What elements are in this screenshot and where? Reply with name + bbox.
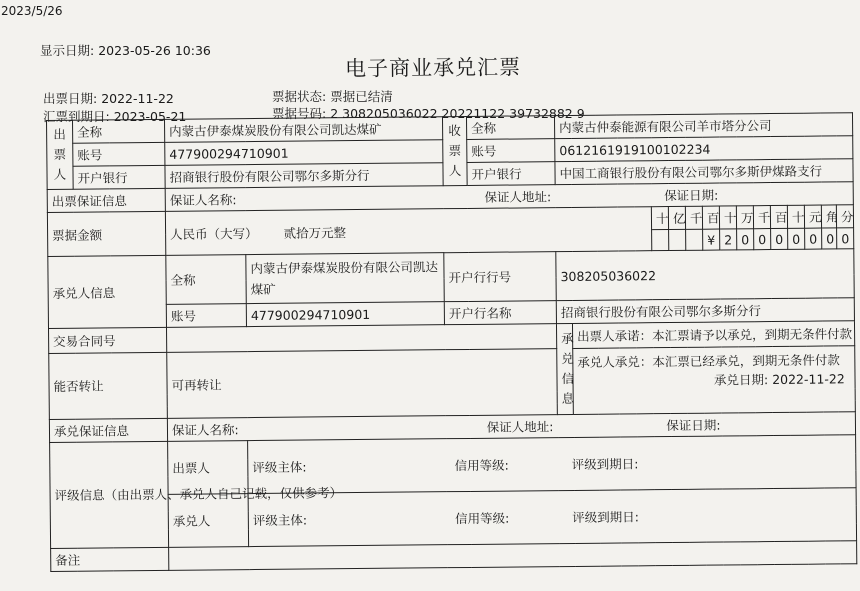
amount-digit: ¥	[703, 229, 720, 250]
amount-label: 票据金额	[47, 211, 165, 256]
amount-digit: 0	[805, 228, 822, 249]
unit-header: 十	[719, 206, 736, 229]
payee-section-label: 收 票 人	[443, 116, 468, 185]
due-date-value: 2023-05-21	[113, 109, 187, 124]
contract-value	[167, 324, 557, 352]
accept-guarantee-addr-label: 保证人地址:	[486, 419, 554, 436]
amount-digit: 0	[737, 229, 754, 250]
amount-digit: 0	[771, 229, 788, 250]
accept-date-value: 2022-11-22	[772, 370, 845, 387]
display-date-value: 2023-05-26 10:36	[98, 43, 211, 58]
guarantee-addr-label: 保证人地址:	[484, 189, 552, 205]
amount-digit: 0	[822, 228, 837, 249]
amount-currency-label: 人民币（大写）	[170, 225, 258, 242]
payee-account-label: 账号	[467, 139, 555, 163]
payee-bank-value: 中国工商银行股份有限公司鄂尔多斯伊煤路支行	[555, 159, 853, 185]
page-title: 电子商业承兑汇票	[344, 55, 522, 81]
unit-header: 百	[702, 206, 719, 229]
rating-drawer-expiry-label: 评级到期日:	[571, 456, 639, 473]
print-date: 2023/5/26	[1, 4, 63, 18]
acceptor-promise-block	[573, 345, 856, 415]
drawer-bank-label: 开户银行	[73, 165, 165, 189]
issue-date-label: 出票日期:	[43, 91, 98, 106]
amount-digit	[669, 230, 686, 251]
amount-digit: 0	[754, 229, 771, 250]
acceptor-name-label: 全称	[166, 255, 246, 305]
accept-date	[577, 369, 850, 390]
unit-header: 分	[836, 205, 853, 228]
acceptor-account-label: 账号	[166, 304, 246, 328]
accept-guarantee-date-label: 保证日期:	[666, 417, 721, 434]
drawer-promise: 出票人承诺：本汇票请予以承兑，到期无条件付款	[573, 321, 855, 348]
amount-words-value: 贰拾万元整	[283, 224, 347, 241]
unit-header: 百	[770, 206, 787, 229]
transfer-label: 能否转让	[49, 352, 168, 420]
payee-account-value: 0612161919100102234	[555, 136, 853, 162]
amount-digit: 0	[788, 228, 805, 249]
drawer-account-value: 477900294710901	[165, 140, 443, 166]
issue-date	[43, 89, 174, 107]
acceptor-label: 承兑人信息	[48, 255, 167, 329]
acceptance-section-label: 承 兑 信 息	[557, 324, 574, 415]
acceptor-bank-no-value: 308205036022	[556, 249, 855, 301]
unit-header: 千	[753, 206, 770, 229]
drawer-account-label: 账号	[73, 142, 165, 166]
rating-drawer-subject-label: 评级主体:	[252, 459, 307, 476]
acceptor-bank-name-label: 开户行名称	[444, 301, 556, 325]
rating-drawer-level-label: 信用等级:	[454, 457, 509, 474]
unit-header: 角	[821, 205, 836, 228]
drawer-name-label: 全称	[73, 119, 165, 143]
rating-label: 评级信息（由出票人、承兑人自己记载，仅供参考）	[50, 442, 169, 548]
accept-guarantee-name-label: 保证人名称:	[171, 422, 239, 439]
bill-number-value: 2 308205036022 20221122 39732882 9	[330, 106, 585, 121]
bill-status	[272, 87, 393, 105]
rating-acceptor-subject-label: 评级主体:	[252, 512, 308, 528]
acceptor-account-value: 477900294710901	[246, 302, 444, 327]
bill-status-value: 票据已结清	[330, 89, 393, 104]
rating-acceptor-label: 承兑人	[168, 494, 249, 547]
transfer-value: 可再转让	[167, 348, 558, 419]
amount-digit	[686, 229, 703, 250]
bill-table	[46, 112, 858, 572]
contract-label: 交易合同号	[49, 328, 167, 353]
remarks-label: 备注	[51, 547, 169, 571]
display-date	[40, 41, 211, 59]
guarantee-label: 出票保证信息	[47, 188, 165, 212]
drawer-name-value: 内蒙古伊泰煤炭股份有限公司凯达煤矿	[165, 117, 443, 143]
acceptor-bank-name-value: 招商银行股份有限公司鄂尔多斯分行	[556, 298, 854, 324]
drawer-bank-value: 招商银行股份有限公司鄂尔多斯分行	[165, 163, 443, 189]
acceptor-promise: 承兑人承兑：本汇票已经承兑，到期无条件付款	[577, 351, 840, 370]
bill-number-label: 票据号码:	[272, 106, 327, 121]
acceptor-bank-no-label: 开户行行号	[444, 252, 556, 302]
rating-acceptor-level-label: 信用等级:	[454, 510, 510, 527]
unit-header: 千	[685, 206, 702, 229]
acceptor-name-value: 内蒙古伊泰煤炭股份有限公司凯达 煤矿	[246, 253, 444, 304]
amount-digit	[652, 230, 669, 251]
bill-status-label: 票据状态:	[272, 89, 327, 104]
rating-drawer-label: 出票人	[168, 441, 249, 494]
drawer-section-label: 出 票 人	[47, 120, 74, 189]
guarantee-date-label: 保证日期:	[664, 187, 719, 204]
due-date-label: 汇票到期日:	[43, 109, 110, 124]
amount-digit: 0	[837, 228, 854, 249]
payee-bank-label: 开户银行	[467, 162, 555, 186]
display-date-label: 显示日期:	[40, 43, 95, 58]
accept-guarantee-label: 承兑保证信息	[49, 419, 167, 443]
guarantee-name-label: 保证人名称:	[169, 192, 237, 208]
amount-digit: 2	[720, 229, 737, 250]
rating-acceptor-expiry-label: 评级到期日:	[572, 509, 640, 525]
unit-header: 亿	[668, 206, 685, 229]
unit-header: 元	[804, 205, 821, 228]
issue-date-value: 2022-11-22	[101, 91, 174, 106]
payee-name-value: 内蒙古仲泰能源有限公司羊市塔分公司	[555, 113, 853, 139]
unit-header: 十	[651, 207, 668, 230]
amount-words	[165, 207, 651, 256]
accept-date-label: 承兑日期:	[713, 371, 769, 388]
unit-header: 万	[736, 206, 753, 229]
payee-name-label: 全称	[467, 116, 555, 140]
unit-header: 十	[787, 205, 804, 228]
